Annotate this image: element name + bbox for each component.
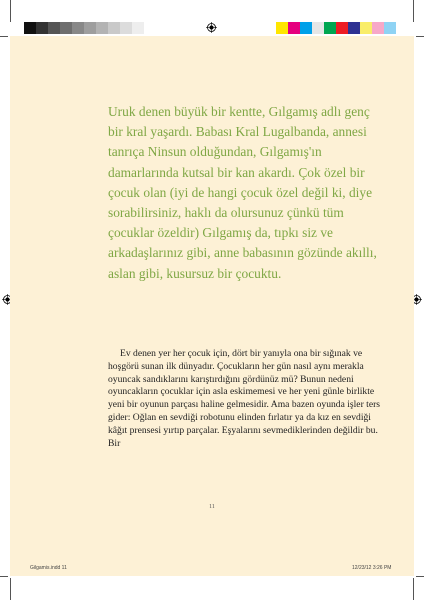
- color-swatch: [360, 22, 372, 34]
- color-swatch: [288, 22, 300, 34]
- page-number: 11: [209, 504, 215, 510]
- color-swatch: [276, 22, 288, 34]
- color-swatch: [372, 22, 384, 34]
- crop-mark: [10, 0, 11, 22]
- slug-file-info: Gilgamis.indd 11: [30, 565, 67, 571]
- process-color-bar: [276, 22, 408, 34]
- grayscale-swatch: [132, 22, 144, 34]
- crop-mark: [416, 576, 424, 577]
- grayscale-swatch: [96, 22, 108, 34]
- grayscale-color-bar: [24, 22, 156, 34]
- crop-mark: [0, 36, 8, 37]
- slug-timestamp: 12/23/12 3:26 PM: [352, 565, 392, 571]
- grayscale-swatch: [36, 22, 48, 34]
- grayscale-swatch: [84, 22, 96, 34]
- grayscale-swatch: [108, 22, 120, 34]
- color-swatch: [312, 22, 324, 34]
- color-swatch: [384, 22, 396, 34]
- registration-mark-top-icon: [206, 22, 217, 33]
- color-swatch: [324, 22, 336, 34]
- crop-mark: [0, 576, 8, 577]
- crop-mark: [413, 578, 414, 600]
- crop-mark: [413, 0, 414, 22]
- intro-paragraph: Uruk denen büyük bir kentte, Gılgamış adlı genç bir kral yaşardı. Babası Kral Lugalbanda, annesi tanrıça Ninsun olduğundan, Gılgamış'ın damarlarında kutsal bir kan akardı. Çok özel bir çocuk olan (iyi de hangi çocuk özel değil ki, diye sorabilirsiniz, haklı da olursunuz çünkü tüm çocuklar özeldir) Gılgamış da, tıpkı siz ve arkadaşlarınız gibi, anne babasının gözünde akıllı, aslan gibi, kusursuz bir çocuktu.: [108, 104, 377, 281]
- grayscale-swatch: [24, 22, 36, 34]
- grayscale-swatch: [72, 22, 84, 34]
- color-swatch: [300, 22, 312, 34]
- color-swatch: [348, 22, 360, 34]
- crop-mark: [416, 36, 424, 37]
- grayscale-swatch: [120, 22, 132, 34]
- color-swatch: [336, 22, 348, 34]
- grayscale-swatch: [144, 22, 156, 34]
- grayscale-swatch: [48, 22, 60, 34]
- grayscale-swatch: [60, 22, 72, 34]
- body-paragraph: Ev denen yer her çocuk için, dört bir yanıyla ona bir sığınak ve hoşgörü sunan ilk dünyadır. Çocukların her gün nasıl aynı merakla oyuncak sandıklarını karıştırdığını gördünüz mü? Bunun nedeni oyuncakların çocuklar için asla eskimemesi ve her yeni günle birlikte yeni bir oyunun parçası haline gelmesidir. Ama bazen oyunda işler ters gider: Oğlan en sevdiği robotunu elinden fırlatır ya da kız en sevdiği kâğıt prensesi yırtıp parçalar. Eşyalarını sevmediklerinden değildir bu. Bir: [108, 348, 381, 449]
- crop-mark: [10, 578, 11, 600]
- color-swatch: [396, 22, 408, 34]
